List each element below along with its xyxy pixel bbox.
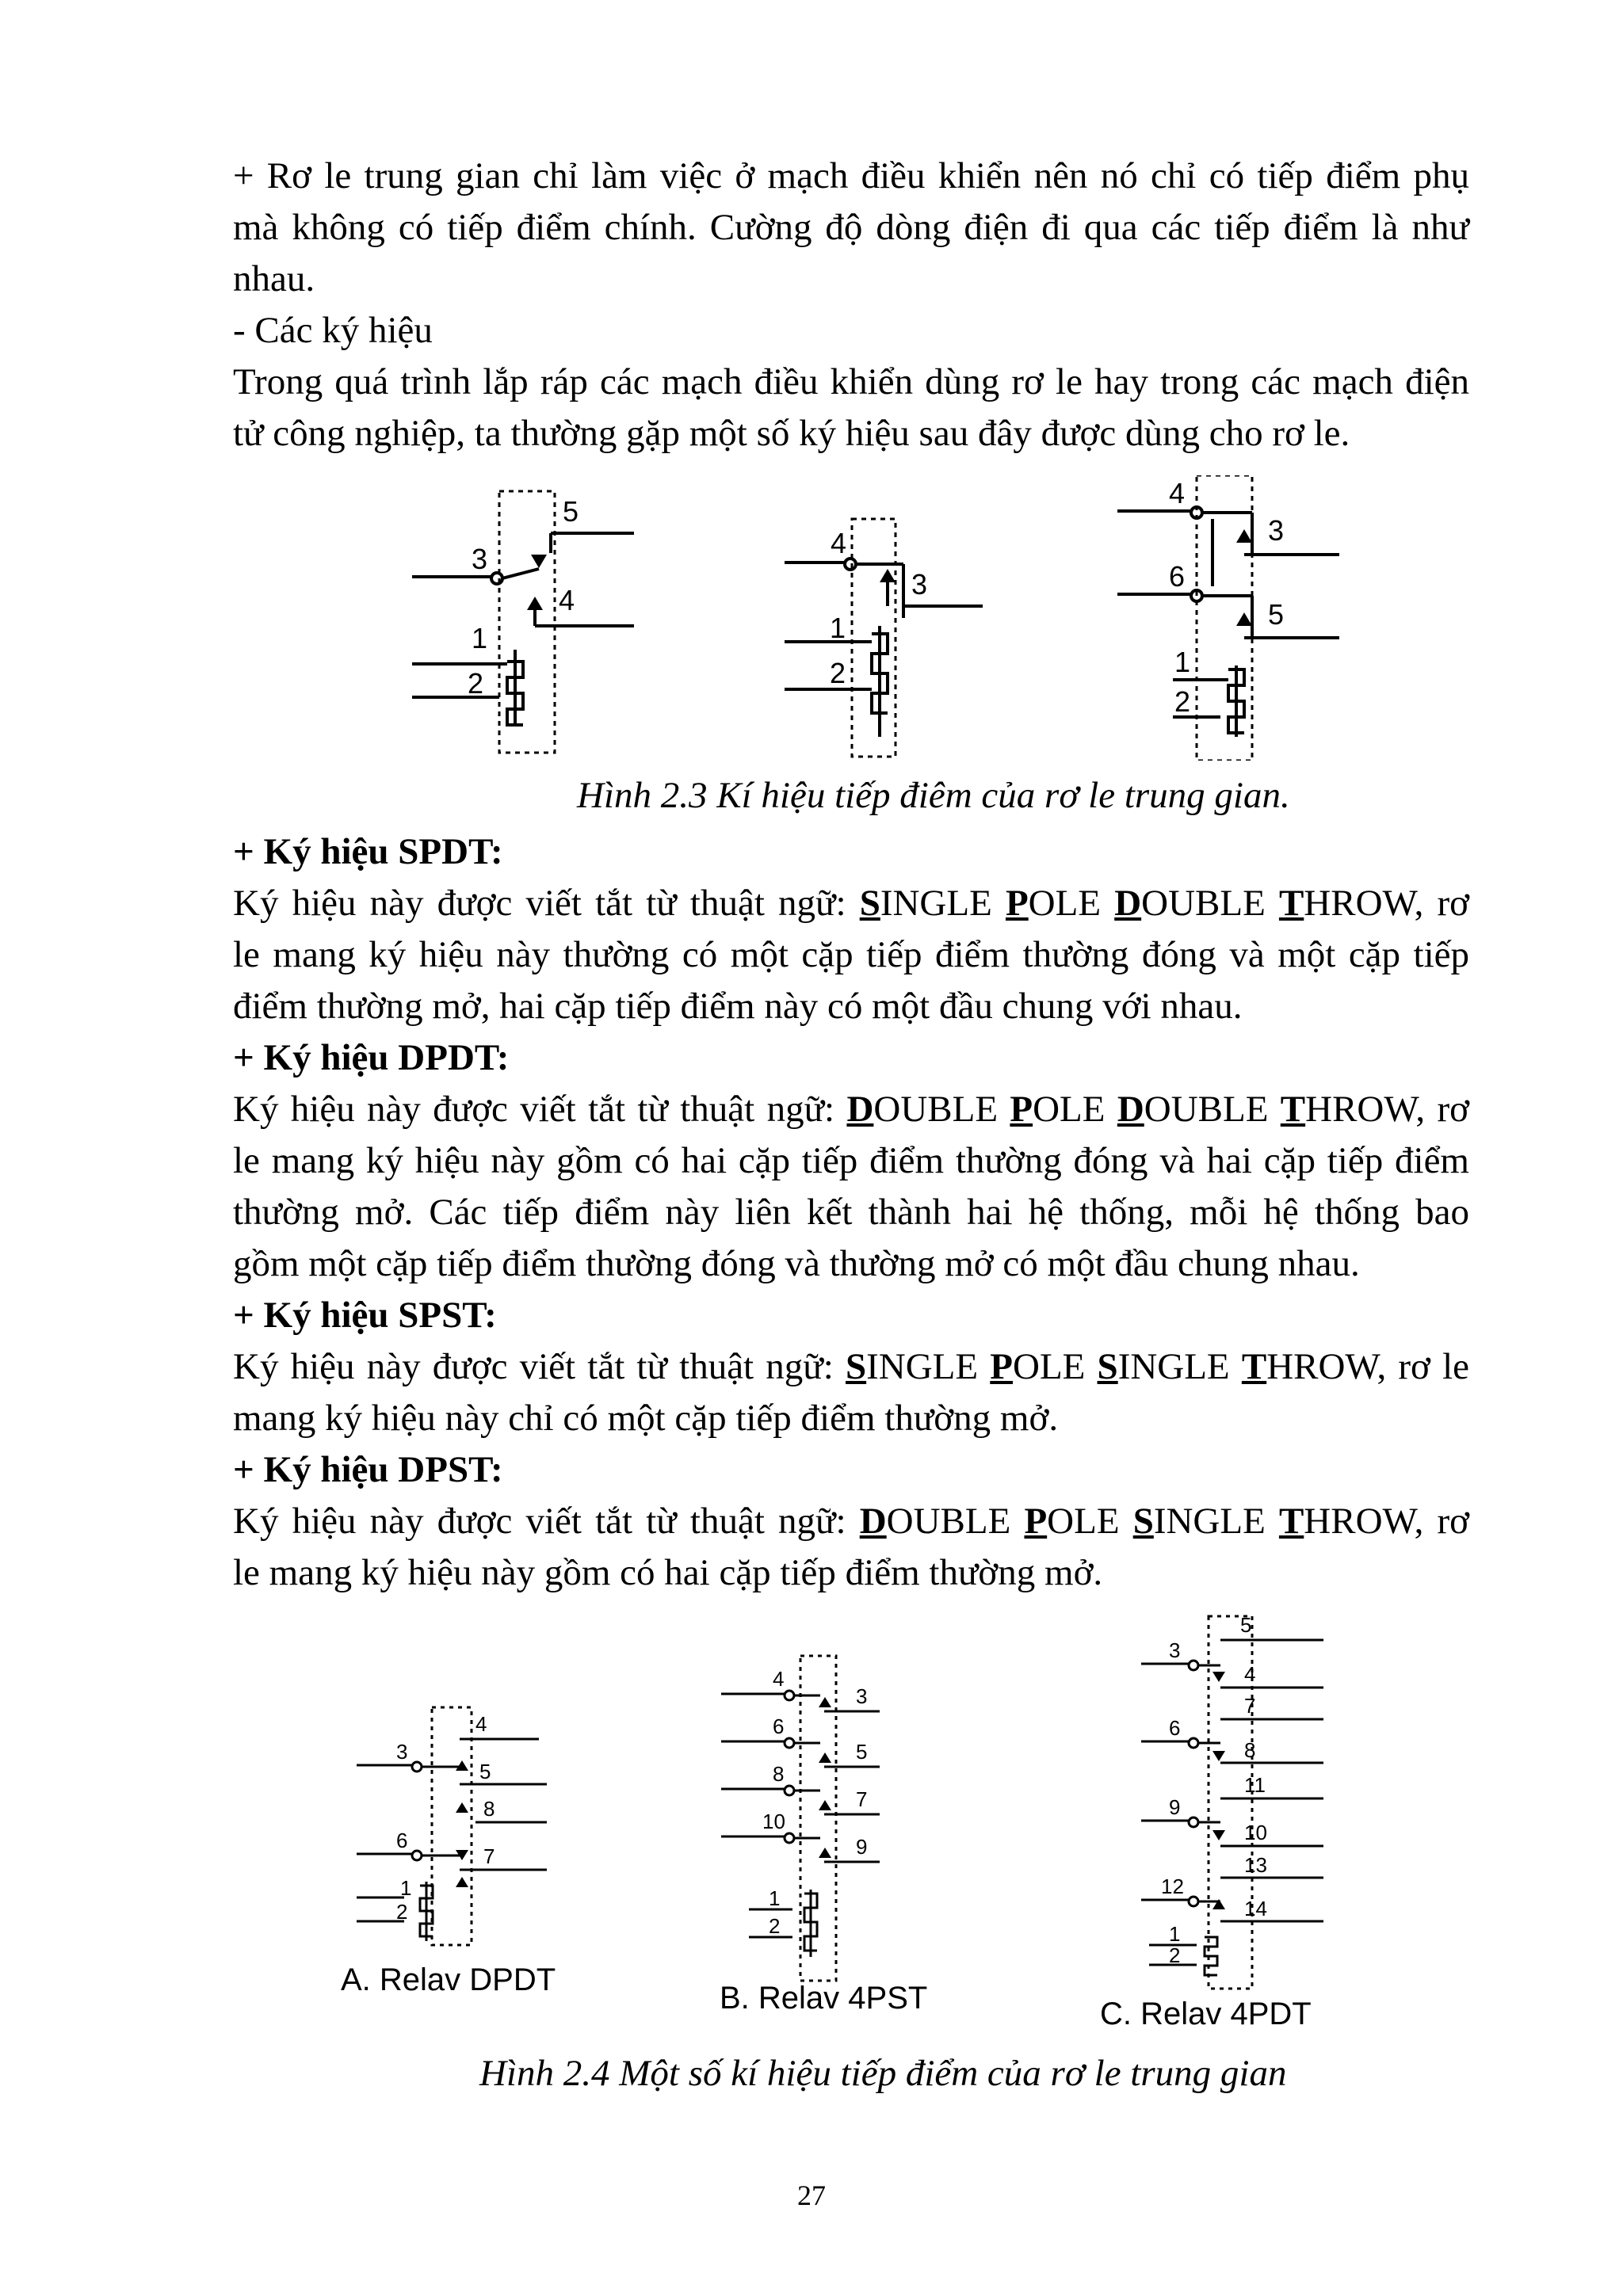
terminal-label: 6 <box>773 1714 785 1738</box>
dpst-line: le mang ký hiệu này gồm có hai cặp tiếp điểm thường mở. <box>233 1552 1103 1593</box>
acronym-letter: T <box>1280 1089 1306 1130</box>
acronym-word-rest: OLE <box>1033 1089 1117 1130</box>
terminal-label: 9 <box>856 1835 868 1859</box>
spdt-section <box>233 826 1469 1032</box>
terminal-label: 13 <box>1244 1853 1267 1877</box>
spst-line: mang ký hiệu này chỉ có một cặp tiếp điểm thường mở. <box>233 1398 1059 1439</box>
acronym-letter: P <box>1024 1501 1048 1542</box>
relay-symbol-middle <box>785 519 983 757</box>
acronym-word-rest: OLE <box>1047 1501 1133 1542</box>
terminal-label: 8 <box>773 1762 785 1786</box>
terminal-label: 7 <box>483 1844 495 1868</box>
acronym-letter: D <box>846 1089 874 1130</box>
relay-4pdt-label: C. Relav 4PDT <box>1100 1997 1312 2031</box>
terminal-label: 5 <box>1268 598 1285 631</box>
terminal-label: 2 <box>830 657 846 689</box>
relay-symbol-right <box>1117 475 1339 761</box>
terminal-label: 1 <box>769 1886 781 1910</box>
relay-symbol-left <box>412 491 634 753</box>
terminal-label: 2 <box>769 1914 781 1938</box>
terminal-label: 4 <box>831 527 847 559</box>
acronym-letter: S <box>1097 1346 1118 1387</box>
terminal-label: 2 <box>1169 1943 1181 1967</box>
terminal-label: 3 <box>396 1740 408 1764</box>
acronym-letter: P <box>1010 1089 1033 1130</box>
figure-2-3-caption: Hình 2.3 Kí hiệu tiếp điêm của rơ le trung gian. <box>577 775 1290 816</box>
acronym-letter: S <box>1132 1501 1154 1542</box>
dpdt-line: thường mở. Các tiếp điểm này liên kết thành hai hệ thống, mỗi hệ thống bao <box>233 1192 1469 1233</box>
spst-heading: + Ký hiệu SPST: <box>233 1295 497 1336</box>
terminal-label: 11 <box>1244 1773 1266 1797</box>
acronym-word-rest: OUBLE <box>1144 1089 1281 1130</box>
terminal-label: 1 <box>400 1876 412 1900</box>
dpst-heading: + Ký hiệu DPST: <box>233 1449 503 1490</box>
spdt-definition-line <box>233 878 1469 929</box>
terminal-label: 3 <box>1268 514 1285 547</box>
terminal-label: 7 <box>1244 1694 1256 1718</box>
acronym-letter: D <box>1117 1089 1144 1130</box>
dpst-section <box>233 1444 1469 1599</box>
terminal-label: 4 <box>1169 477 1186 509</box>
dpdt-line: gồm một cặp tiếp điểm thường đóng và thường mở có một đầu chung nhau. <box>233 1243 1360 1284</box>
definition-prefix: Ký hiệu này được viết tắt từ thuật ngữ: <box>233 1089 847 1130</box>
terminal-label: 1 <box>1169 1922 1181 1946</box>
intro-line: + Rơ le trung gian chỉ làm việc ở mạch điều khiển nên nó chỉ có tiếp điểm phụ <box>233 155 1469 196</box>
intro-line: mà không có tiếp điểm chính. Cường độ dòng điện đi qua các tiếp điểm là như <box>233 207 1469 248</box>
definition-prefix: Ký hiệu này được viết tắt từ thuật ngữ: <box>233 1346 846 1387</box>
spst-section <box>233 1290 1469 1444</box>
definition-prefix: Ký hiệu này được viết tắt từ thuật ngữ: <box>233 1501 860 1542</box>
terminal-label: 4 <box>559 584 575 616</box>
relay-4pst-label: B. Relav 4PST <box>720 1981 928 2016</box>
terminal-label: 12 <box>1161 1875 1184 1898</box>
terminal-label: 8 <box>1244 1738 1256 1762</box>
acronym-letter: P <box>1005 883 1029 924</box>
acronym-letter: T <box>1241 1346 1267 1387</box>
spst-definition-line <box>233 1341 1469 1393</box>
acronym-word-rest: OUBLE <box>1141 883 1279 924</box>
terminal-label: 7 <box>856 1787 868 1811</box>
terminal-label: 1 <box>472 622 488 654</box>
acronym-word-rest: HROW, rơ <box>1304 883 1469 924</box>
terminal-label: 2 <box>396 1900 408 1924</box>
relay-dpdt-symbol <box>357 1707 547 1945</box>
terminal-label: 10 <box>1244 1821 1267 1844</box>
page-number: 27 <box>797 2180 826 2211</box>
terminal-label: 4 <box>1244 1662 1256 1686</box>
terminal-label: 5 <box>856 1740 868 1764</box>
acronym-letter: T <box>1278 1501 1304 1542</box>
terminal-label: 2 <box>468 667 484 700</box>
terminal-label: 4 <box>475 1712 487 1736</box>
terminal-label: 4 <box>773 1667 785 1691</box>
acronym-word-rest: HROW, rơ <box>1305 1089 1469 1130</box>
intro-line: tử công nghiệp, ta thường gặp một số ký hiệu sau đây được dùng cho rơ le. <box>233 413 1350 454</box>
acronym-word-rest: INGLE <box>1153 1501 1279 1542</box>
spdt-line: le mang ký hiệu này thường có một cặp tiếp điểm thường đóng và một cặp tiếp <box>233 934 1469 975</box>
dpdt-line: le mang ký hiệu này gồm có hai cặp tiếp điểm thường đóng và hai cặp tiếp điểm <box>233 1140 1469 1181</box>
acronym-word-rest: INGLE <box>1117 1346 1242 1387</box>
dpst-definition-line <box>233 1496 1469 1547</box>
terminal-label: 6 <box>1169 560 1186 593</box>
terminal-label: 6 <box>1169 1716 1181 1740</box>
acronym-letter: T <box>1278 883 1304 924</box>
acronym-letter: D <box>1114 883 1142 924</box>
intro-line: - Các ký hiệu <box>233 310 433 351</box>
intro-line: Trong quá trình lắp ráp các mạch điều khiển dùng rơ le hay trong các mạch điện <box>233 361 1469 402</box>
terminal-label: 9 <box>1169 1795 1181 1819</box>
terminal-label: 5 <box>563 495 579 528</box>
acronym-word-rest: HROW, rơ <box>1304 1501 1469 1542</box>
intro-paragraph <box>233 151 1469 460</box>
terminal-label: 1 <box>830 612 846 644</box>
definition-prefix: Ký hiệu này được viết tắt từ thuật ngữ: <box>233 883 860 924</box>
acronym-letter: S <box>859 883 880 924</box>
dpdt-definition-line <box>233 1084 1469 1135</box>
terminal-label: 3 <box>1169 1638 1181 1662</box>
acronym-word-rest: OLE <box>1013 1346 1098 1387</box>
spdt-heading: + Ký hiệu SPDT: <box>233 831 503 872</box>
terminal-label: 3 <box>911 568 928 601</box>
spdt-line: điểm thường mở, hai cặp tiếp điểm này có một đầu chung với nhau. <box>233 986 1243 1027</box>
acronym-word-rest: OUBLE <box>886 1501 1025 1542</box>
terminal-label: 5 <box>479 1760 491 1783</box>
acronym-letter: S <box>846 1346 867 1387</box>
figure-2-3-relay-symbols <box>412 475 1363 761</box>
intro-line: nhau. <box>233 258 315 299</box>
acronym-letter: D <box>859 1501 887 1542</box>
terminal-label: 3 <box>472 543 488 575</box>
acronym-word-rest: INGLE <box>866 1346 991 1387</box>
acronym-word-rest: HROW, rơ le <box>1266 1346 1469 1387</box>
acronym-word-rest: OLE <box>1028 883 1115 924</box>
terminal-label: 1 <box>1174 646 1191 678</box>
acronym-word-rest: INGLE <box>880 883 1006 924</box>
figure-2-4-relay-symbols <box>341 1608 1363 2052</box>
figure-2-4-caption: Hình 2.4 Một số kí hiệu tiếp điểm của rơ le trung gian <box>479 2053 1287 2094</box>
terminal-label: 3 <box>856 1684 868 1708</box>
acronym-letter: P <box>990 1346 1013 1387</box>
terminal-label: 14 <box>1244 1897 1267 1920</box>
dpdt-heading: + Ký hiệu DPDT: <box>233 1037 510 1078</box>
dpdt-section <box>233 1032 1469 1290</box>
terminal-label: 10 <box>762 1810 785 1833</box>
terminal-label: 5 <box>1240 1613 1252 1637</box>
terminal-label: 8 <box>483 1797 495 1821</box>
terminal-label: 2 <box>1174 685 1191 718</box>
terminal-label: 6 <box>396 1829 408 1852</box>
relay-dpdt-label: A. Relav DPDT <box>341 1962 556 1997</box>
acronym-word-rest: OUBLE <box>873 1089 1010 1130</box>
